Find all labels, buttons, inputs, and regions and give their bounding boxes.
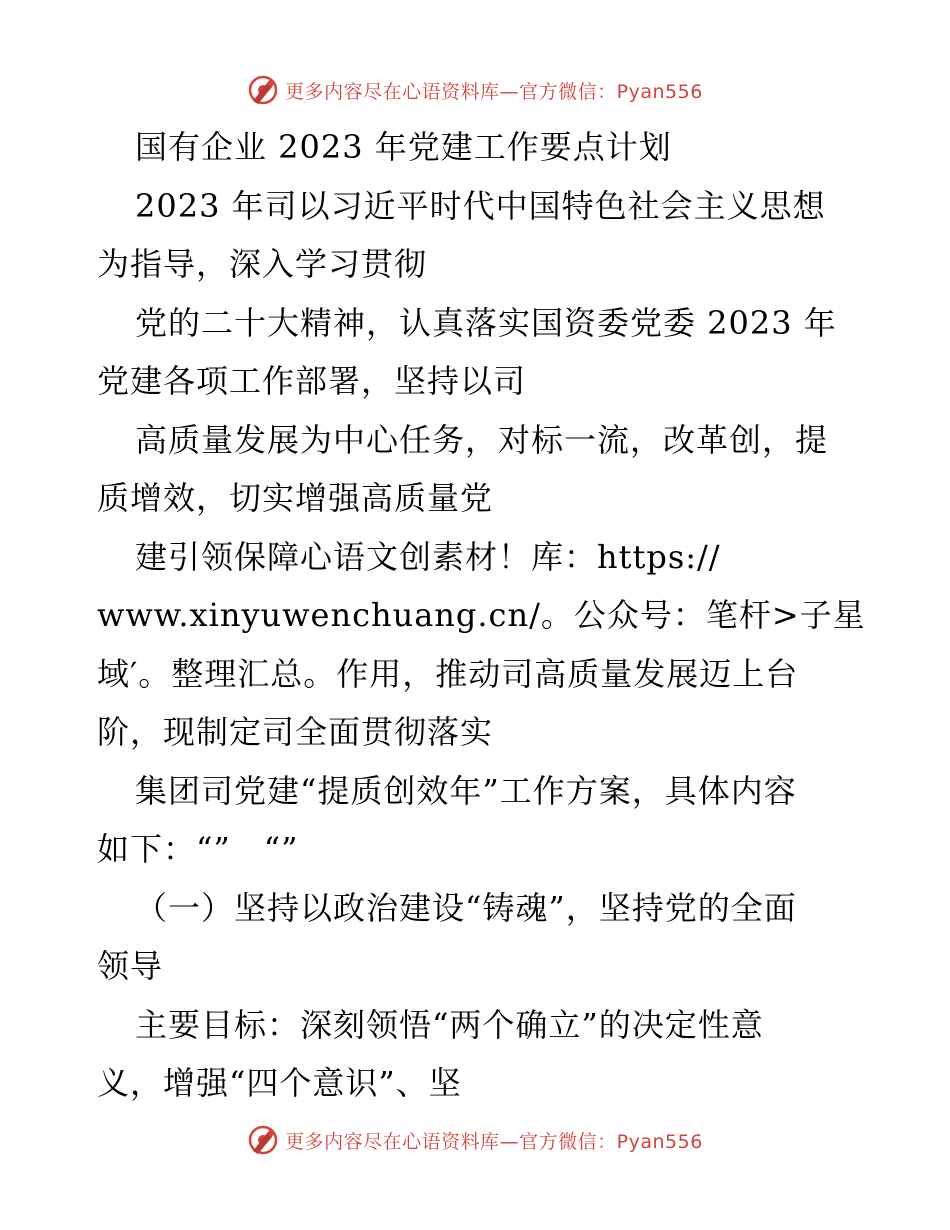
footer-watermark-banner	[0, 1120, 950, 1160]
paragraph-line: 域′。整理汇总。作用，推动司高质量发展迈上台	[97, 654, 799, 693]
paragraph-line: 2023 年司以习近平时代中国特色社会主义思想	[135, 186, 826, 225]
paragraph-line: 党建各项工作部署，坚持以司	[97, 362, 527, 400]
paragraph-line: 党的二十大精神，认真落实国资委党委 2023 年	[135, 303, 837, 342]
paragraph-line: 集团司党建“提质创效年”工作方案，具体内容	[135, 771, 797, 810]
footer-watermark-text: 更多内容尽在心语资料库—官方微信：Pyan556	[285, 1130, 703, 1153]
document-body	[97, 118, 866, 1113]
header-watermark-text: 更多内容尽在心语资料库—官方微信：Pyan556	[285, 80, 703, 103]
paragraph-line: 建引领保障心语文创素材！库：https://	[135, 537, 721, 576]
paragraph-line: www.xinyuwenchuang.cn/。公众号：笔杆>子星	[97, 596, 866, 634]
paragraph-line: 义，增强“四个意识”、坚	[97, 1064, 462, 1102]
red-pen-seal-icon	[247, 74, 279, 106]
paragraph-line: 为指导，深入学习贯彻	[97, 245, 428, 283]
section-heading: （一）坚持以政治建设“铸魂”，坚持党的全面	[135, 888, 797, 927]
section-heading-continued: 领导	[97, 947, 164, 985]
paragraph-line: 阶，现制定司全面贯彻落实	[97, 713, 494, 751]
red-pen-seal-icon	[247, 1124, 279, 1156]
header-watermark-banner	[0, 70, 950, 110]
document-title: 国有企业 2023 年党建工作要点计划	[135, 128, 672, 166]
paragraph-line: 如下：“” “”	[97, 830, 299, 868]
paragraph-line: 主要目标：深刻领悟“两个确立”的决定性意	[135, 1005, 764, 1044]
paragraph-line: 质增效，切实增强高质量党	[97, 479, 494, 517]
paragraph-line: 高质量发展为中心任务，对标一流，改革创，提	[135, 420, 829, 459]
